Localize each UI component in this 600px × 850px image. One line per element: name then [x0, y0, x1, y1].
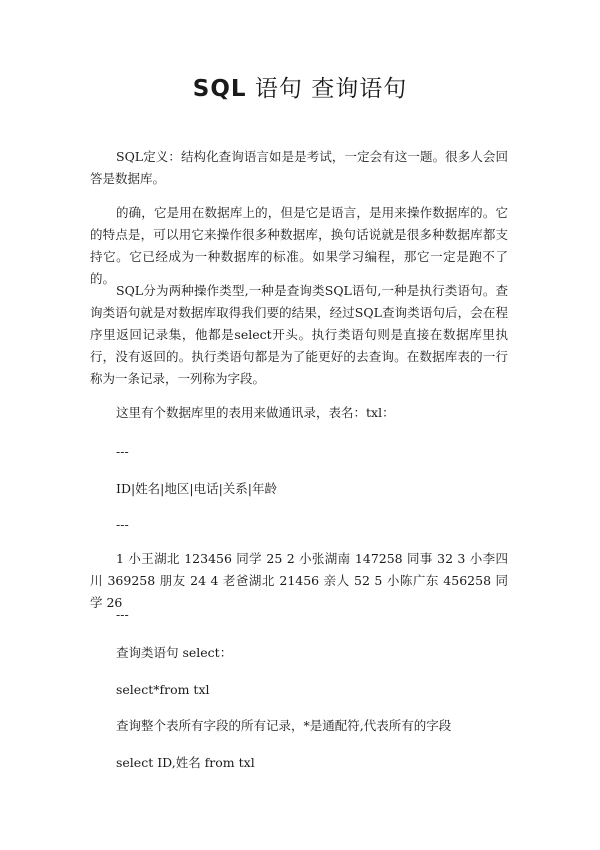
table-header-line: ID|姓名|地区|电话|关系|年龄	[116, 481, 278, 496]
select-heading: 查询类语句 select：	[116, 645, 233, 660]
title-sql: SQL	[192, 76, 247, 102]
title-rest: 语句 查询语句	[246, 76, 408, 102]
separator-1: ---	[116, 444, 129, 459]
table-rows-paragraph: 1 小王湖北 123456 同学 25 2 小张湖南 147258 同事 32 3 小李四川 369258 朋友 24 4 老爸湖北 21456 亲人 52 5 小陈广东 456258 同学 26	[90, 551, 508, 610]
paragraph-types: SQL分为两种操作类型,一种是查询类SQL语句,一种是执行类语句。查询类语句就是对数据库取得我们要的结果，经过SQL查询类语句后，会在程序里返回记录集，他都是select开头。执行类语句则是直接在数据库里执行，没有返回的。执行类语句都是为了能更好的去查询。在数据库表的一行称为一条记录，一列称为字段。	[90, 283, 508, 386]
separator-3: ---	[116, 607, 129, 622]
code-select-all: select*from txl	[116, 682, 210, 697]
paragraph-table-intro: 这里有个数据库里的表用来做通讯录，表名：txl：	[116, 405, 395, 420]
code-select-columns: select ID,姓名 from txl	[116, 755, 255, 770]
separator-2: ---	[116, 517, 129, 532]
paragraph-sql-definition: SQL定义：结构化查询语言如是是考试，一定会有这一题。很多人会回答是数据库。	[90, 149, 508, 186]
page-title	[0, 73, 600, 105]
select-all-explanation: 查询整个表所有字段的所有记录，*是通配符,代表所有的字段	[116, 718, 452, 733]
paragraph-usage: 的确，它是用在数据库上的，但是它是语言，是用来操作数据库的。它的特点是，可以用它来操作很多种数据库，换句话说就是很多种数据库都支持它。它已经成为一种数据库的标准。如果学习编程，那它一定是跑不了的。	[90, 205, 508, 286]
